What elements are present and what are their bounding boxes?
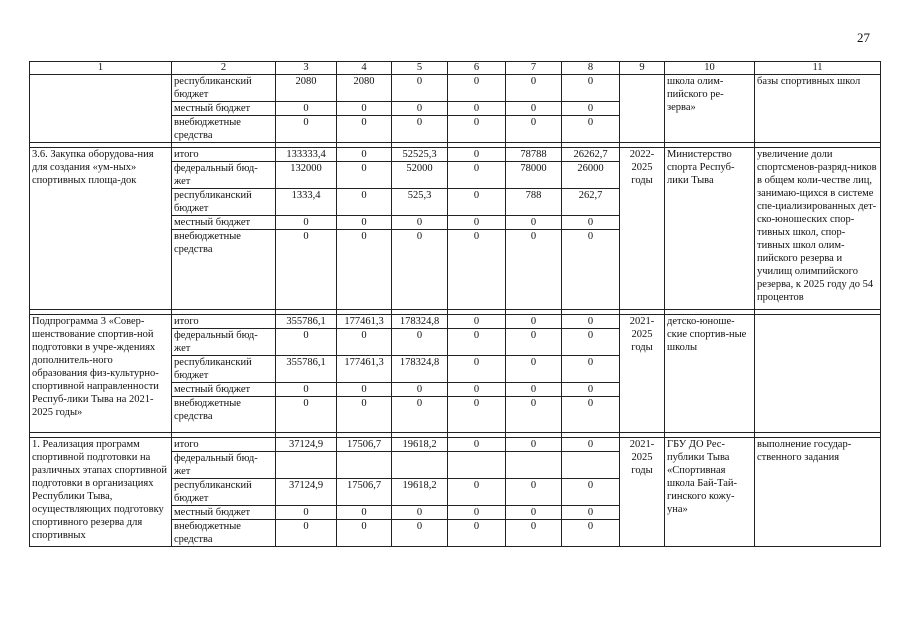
funding-source: местный бюджет — [172, 102, 276, 116]
amount-cell: 19618,2 — [392, 438, 448, 452]
amount-cell — [506, 452, 562, 479]
amount-cell: 0 — [506, 383, 562, 397]
amount-cell — [337, 452, 392, 479]
amount-cell: 178324,8 — [392, 356, 448, 383]
amount-cell: 262,7 — [562, 189, 620, 216]
funding-source: республиканский бюджет — [172, 189, 276, 216]
column-header-5: 5 — [392, 62, 448, 75]
amount-cell: 0 — [562, 216, 620, 230]
amount-cell: 0 — [276, 383, 337, 397]
amount-cell: 0 — [506, 438, 562, 452]
amount-cell: 0 — [562, 102, 620, 116]
amount-cell: 0 — [506, 116, 562, 143]
column-header-11: 11 — [755, 62, 881, 75]
amount-cell: 0 — [392, 75, 448, 102]
column-header-8: 8 — [562, 62, 620, 75]
amount-cell: 0 — [562, 506, 620, 520]
amount-cell: 0 — [392, 520, 448, 547]
amount-cell: 0 — [562, 315, 620, 329]
amount-cell: 0 — [448, 230, 506, 310]
amount-cell: 0 — [448, 148, 506, 162]
amount-cell: 133333,4 — [276, 148, 337, 162]
amount-cell: 178324,8 — [392, 315, 448, 329]
amount-cell: 2080 — [337, 75, 392, 102]
header-row — [30, 62, 881, 75]
amount-cell: 0 — [276, 102, 337, 116]
funding-source: внебюджетные средства — [172, 116, 276, 143]
amount-cell: 0 — [337, 102, 392, 116]
amount-cell: 0 — [448, 102, 506, 116]
column-header-4: 4 — [337, 62, 392, 75]
executor: ГБУ ДО Рес-публики Тыва «Спортивная школа Бай-Тай-гинского кожу-уна» — [665, 438, 755, 547]
column-header-10: 10 — [665, 62, 755, 75]
amount-cell: 19618,2 — [392, 479, 448, 506]
amount-cell: 0 — [337, 520, 392, 547]
expected-result: увеличение доли спортсменов-разряд-ников в общем коли-честве лиц, занимаю-щихся в системе спе-циализированных дет-ско-юношеских спор-тивных школ, спор-тивных школ олим-пийского резерва и училищ олимпийского резерва, к 2025 году до 54 процентов — [755, 148, 881, 310]
amount-cell — [276, 452, 337, 479]
column-header-1: 1 — [30, 62, 172, 75]
column-header-3: 3 — [276, 62, 337, 75]
amount-cell: 0 — [337, 329, 392, 356]
expected-result: выполнение государ-ственного задания — [755, 438, 881, 547]
amount-cell: 1333,4 — [276, 189, 337, 216]
amount-cell: 0 — [337, 216, 392, 230]
event-description — [30, 75, 172, 143]
amount-cell: 0 — [448, 116, 506, 143]
funding-source: внебюджетные средства — [172, 397, 276, 433]
funding-source: итого — [172, 315, 276, 329]
amount-cell: 132000 — [276, 162, 337, 189]
amount-cell: 0 — [506, 102, 562, 116]
executor: детско-юноше-ские спортив-ные школы — [665, 315, 755, 433]
amount-cell: 0 — [448, 162, 506, 189]
amount-cell: 0 — [337, 397, 392, 433]
funding-source: республиканский бюджет — [172, 75, 276, 102]
amount-cell: 0 — [392, 230, 448, 310]
amount-cell: 0 — [506, 329, 562, 356]
event-description: 3.6. Закупка оборудова-ния для создания «ум-ных» спортивных площа-док — [30, 148, 172, 310]
amount-cell: 0 — [506, 520, 562, 547]
amount-cell: 525,3 — [392, 189, 448, 216]
amount-cell: 0 — [448, 479, 506, 506]
amount-cell: 355786,1 — [276, 315, 337, 329]
amount-cell: 0 — [448, 329, 506, 356]
amount-cell: 0 — [392, 506, 448, 520]
amount-cell: 0 — [562, 479, 620, 506]
expected-result — [755, 315, 881, 433]
funding-source: местный бюджет — [172, 506, 276, 520]
amount-cell: 0 — [337, 230, 392, 310]
amount-cell: 0 — [276, 329, 337, 356]
implementation-years: 2021-2025 годы — [620, 315, 665, 433]
amount-cell: 0 — [276, 116, 337, 143]
budget-row — [30, 75, 881, 102]
amount-cell: 0 — [392, 116, 448, 143]
amount-cell: 0 — [562, 116, 620, 143]
event-description: 1. Реализация программ спортивной подготовки на различных этапах спортивной подготовки в организациях Республики Тыва, осуществляющих подготовку спортивного резерва для спортивных — [30, 438, 172, 547]
column-header-7: 7 — [506, 62, 562, 75]
amount-cell: 0 — [448, 397, 506, 433]
amount-cell: 37124,9 — [276, 438, 337, 452]
amount-cell: 0 — [337, 116, 392, 143]
funding-source: местный бюджет — [172, 383, 276, 397]
expected-result: базы спортивных школ — [755, 75, 881, 143]
amount-cell: 0 — [448, 383, 506, 397]
implementation-years — [620, 75, 665, 143]
amount-cell — [562, 452, 620, 479]
amount-cell: 0 — [448, 438, 506, 452]
amount-cell: 355786,1 — [276, 356, 337, 383]
amount-cell: 0 — [506, 356, 562, 383]
amount-cell: 0 — [392, 383, 448, 397]
amount-cell: 0 — [506, 230, 562, 310]
amount-cell: 0 — [276, 506, 337, 520]
page-number: 27 — [857, 30, 870, 45]
amount-cell: 0 — [448, 216, 506, 230]
amount-cell: 0 — [276, 520, 337, 547]
amount-cell: 37124,9 — [276, 479, 337, 506]
executor: Министерство спорта Респуб-лики Тыва — [665, 148, 755, 310]
amount-cell: 0 — [506, 397, 562, 433]
amount-cell: 52525,3 — [392, 148, 448, 162]
amount-cell: 0 — [562, 383, 620, 397]
amount-cell: 0 — [276, 230, 337, 310]
amount-cell: 0 — [337, 383, 392, 397]
amount-cell: 0 — [448, 520, 506, 547]
amount-cell: 0 — [392, 102, 448, 116]
amount-cell: 0 — [337, 162, 392, 189]
funding-source: федеральный бюд-жет — [172, 452, 276, 479]
amount-cell: 17506,7 — [337, 438, 392, 452]
amount-cell: 2080 — [276, 75, 337, 102]
amount-cell: 78000 — [506, 162, 562, 189]
amount-cell: 0 — [392, 397, 448, 433]
amount-cell: 0 — [562, 329, 620, 356]
column-header-6: 6 — [448, 62, 506, 75]
amount-cell: 26262,7 — [562, 148, 620, 162]
amount-cell: 0 — [448, 356, 506, 383]
amount-cell: 0 — [562, 520, 620, 547]
amount-cell: 0 — [337, 189, 392, 216]
amount-cell: 52000 — [392, 162, 448, 189]
amount-cell: 26000 — [562, 162, 620, 189]
funding-source: республиканский бюджет — [172, 356, 276, 383]
budget-row — [30, 315, 881, 329]
amount-cell: 0 — [337, 148, 392, 162]
budget-row — [30, 148, 881, 162]
funding-source: внебюджетные средства — [172, 230, 276, 310]
amount-cell: 177461,3 — [337, 315, 392, 329]
amount-cell: 0 — [506, 75, 562, 102]
amount-cell: 177461,3 — [337, 356, 392, 383]
funding-source: итого — [172, 148, 276, 162]
amount-cell: 0 — [562, 438, 620, 452]
funding-source: федеральный бюд-жет — [172, 329, 276, 356]
executor: школа олим-пийского ре-зерва» — [665, 75, 755, 143]
amount-cell: 0 — [448, 75, 506, 102]
implementation-years: 2022-2025 годы — [620, 148, 665, 310]
amount-cell: 78788 — [506, 148, 562, 162]
amount-cell — [448, 452, 506, 479]
amount-cell: 0 — [448, 506, 506, 520]
budget-row — [30, 438, 881, 452]
amount-cell: 788 — [506, 189, 562, 216]
amount-cell: 0 — [506, 506, 562, 520]
funding-source: местный бюджет — [172, 216, 276, 230]
funding-source: итого — [172, 438, 276, 452]
amount-cell: 0 — [276, 397, 337, 433]
column-header-2: 2 — [172, 62, 276, 75]
amount-cell: 0 — [506, 479, 562, 506]
amount-cell: 0 — [562, 397, 620, 433]
amount-cell: 0 — [392, 216, 448, 230]
funding-source: республиканский бюджет — [172, 479, 276, 506]
column-header-9: 9 — [620, 62, 665, 75]
implementation-years: 2021-2025 годы — [620, 438, 665, 547]
amount-cell: 0 — [506, 315, 562, 329]
amount-cell: 0 — [562, 230, 620, 310]
amount-cell: 0 — [337, 506, 392, 520]
amount-cell: 0 — [506, 216, 562, 230]
amount-cell: 0 — [448, 315, 506, 329]
event-description: Подпрограмма 3 «Совер-шенствование спортив-ной подготовки в учре-ждениях дополнитель-ного образования физ-культурно-спортивной направленности Респуб-лики Тыва на 2021-2025 годы» — [30, 315, 172, 433]
amount-cell: 0 — [448, 189, 506, 216]
amount-cell: 17506,7 — [337, 479, 392, 506]
amount-cell: 0 — [276, 216, 337, 230]
funding-source: внебюджетные средства — [172, 520, 276, 547]
budget-table — [29, 61, 881, 547]
funding-source: федеральный бюд-жет — [172, 162, 276, 189]
amount-cell — [392, 452, 448, 479]
amount-cell: 0 — [392, 329, 448, 356]
amount-cell: 0 — [562, 75, 620, 102]
amount-cell: 0 — [562, 356, 620, 383]
